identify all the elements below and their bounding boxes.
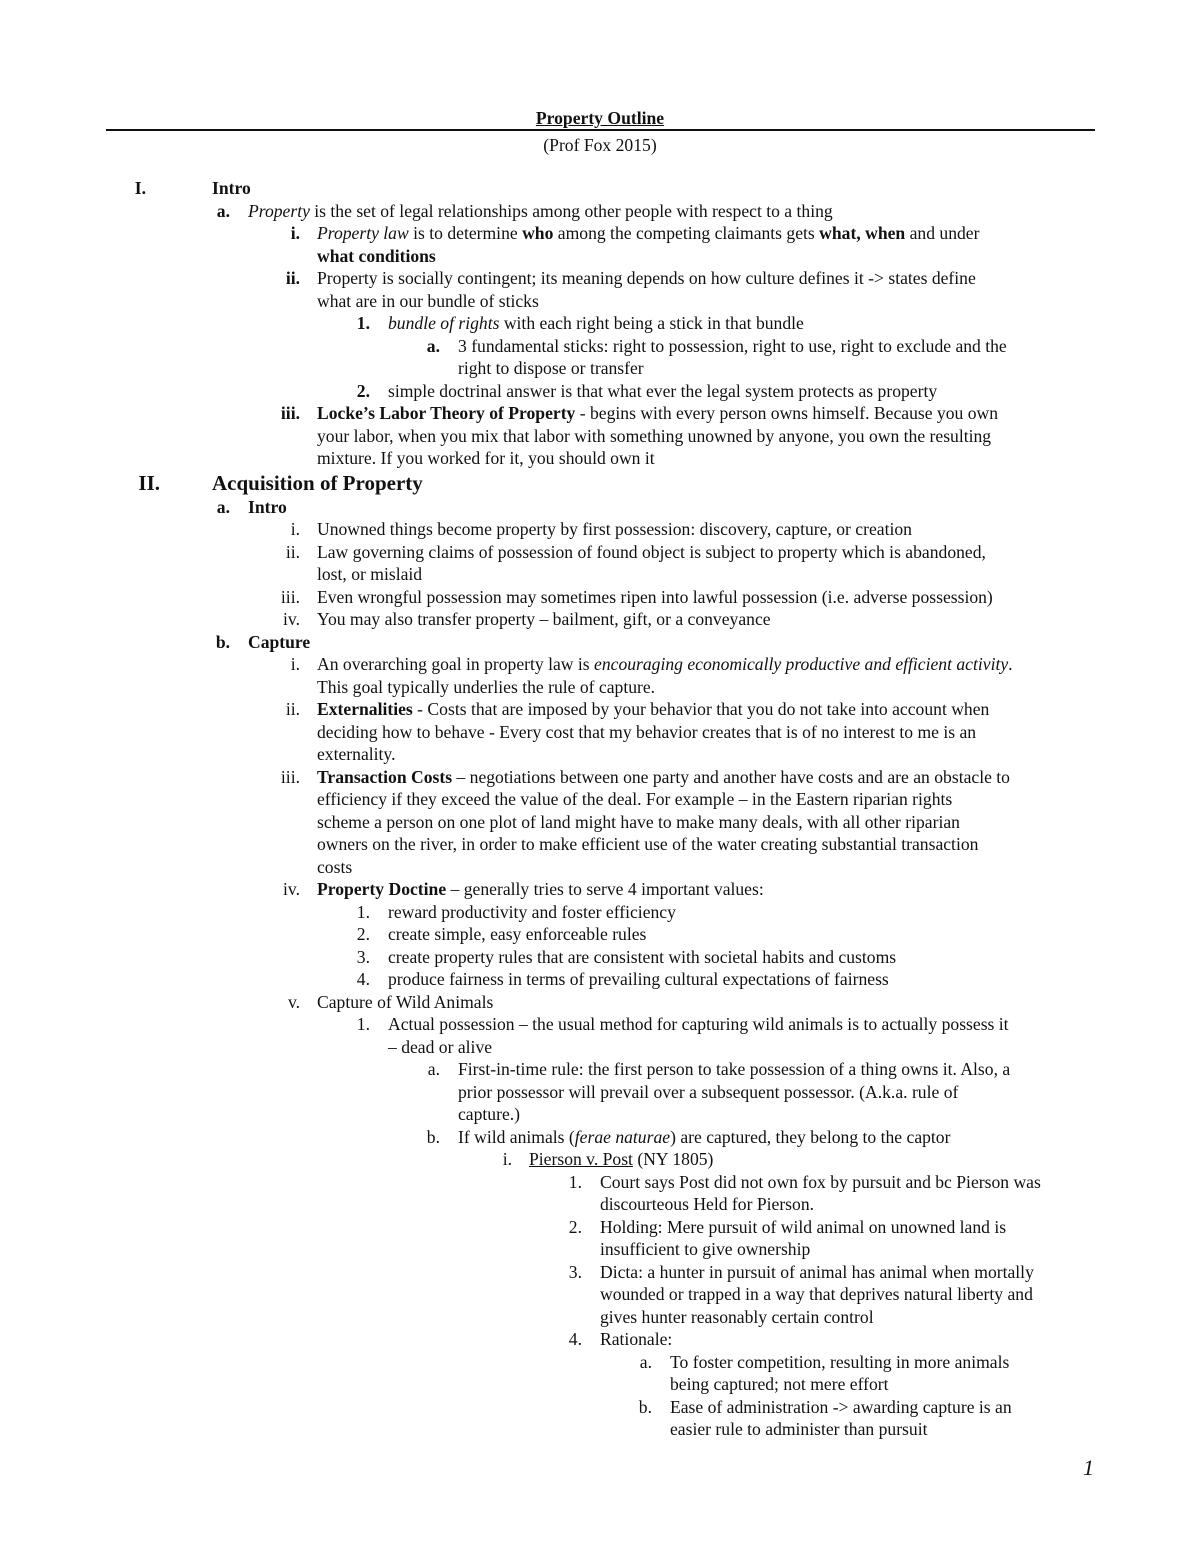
text-run: Ease of administration -> awarding capture is an <box>670 1396 1012 1417</box>
outline-text <box>317 402 998 425</box>
outline-line <box>0 518 1200 541</box>
text-run: - Costs that are imposed by your behavior that you do not take into account when <box>412 699 990 719</box>
document-subtitle: (Prof Fox 2015) <box>543 135 657 155</box>
outline-marker: II. <box>138 470 160 495</box>
outline-text <box>317 608 771 631</box>
outline-marker: iii. <box>280 766 300 787</box>
text-run: An overarching goal in property law is <box>317 654 595 674</box>
outline-text <box>317 222 979 245</box>
text-run: Court says Post did not own fox by pursuit and bc Pierson was <box>600 1171 1041 1192</box>
text-run: discourteous Held for Pierson. <box>600 1194 815 1214</box>
outline-marker: v. <box>287 991 300 1012</box>
outline-line <box>0 676 1200 699</box>
outline-line <box>0 357 1200 380</box>
text-run: This goal typically underlies the rule of capture. <box>317 676 656 697</box>
outline-text <box>458 1103 520 1126</box>
outline-text <box>388 968 889 991</box>
text-run: Law governing claims of possession of found object is subject to property which is abandoned, <box>317 541 986 562</box>
text-run: your labor, when you mix that labor with something unowned by anyone, you own the resulting <box>317 425 992 446</box>
outline-line <box>0 721 1200 744</box>
outline-line <box>0 743 1200 766</box>
outline-line <box>0 766 1200 789</box>
outline-marker: a. <box>216 200 230 221</box>
text-run: Externalities <box>317 699 413 719</box>
outline-text <box>212 470 423 496</box>
text-run: Actual possession – the usual method for capturing wild animals is to actually possess it <box>388 1014 1009 1034</box>
text-run: Property law <box>317 223 409 243</box>
text-run: prior possessor will prevail over a subsequent possessor. (A.k.a. rule of <box>458 1081 959 1102</box>
text-run: – negotiations between one party and another have costs and are an obstacle to <box>452 766 1010 787</box>
outline-marker: I. <box>134 178 146 198</box>
text-run: who <box>522 223 554 243</box>
outline-line <box>0 1396 1200 1419</box>
text-run: is to determine <box>408 223 523 243</box>
outline-line <box>0 402 1200 425</box>
outline-line <box>0 1283 1200 1306</box>
outline-text <box>600 1171 1041 1194</box>
outline-marker: ii. <box>285 268 300 288</box>
outline-text <box>317 518 912 541</box>
text-run: owners on the river, in order to make efficient use of the water creating substantial transaction <box>317 834 979 854</box>
outline-line <box>0 923 1200 946</box>
outline-text <box>600 1261 1034 1284</box>
text-run: - begins with every person owns himself. Because you own <box>575 403 999 423</box>
outline-text <box>458 357 644 380</box>
outline-text <box>600 1238 810 1261</box>
outline-marker: a. <box>427 1059 440 1079</box>
outline-text <box>317 878 764 901</box>
outline-line <box>0 200 1200 223</box>
outline-line <box>0 1171 1200 1194</box>
outline-text <box>670 1351 1009 1374</box>
outline-marker: i. <box>502 1149 512 1169</box>
outline-marker: iv. <box>283 879 300 899</box>
text-run: is the set of legal relationships among other people with respect to a thing <box>309 200 833 221</box>
outline-line <box>0 380 1200 403</box>
outline-line <box>0 563 1200 586</box>
text-run: Property Doctine <box>317 879 447 899</box>
outline-line <box>0 541 1200 564</box>
outline-text <box>317 563 422 586</box>
outline-line <box>0 608 1200 631</box>
outline-marker: a. <box>216 496 230 517</box>
outline-text <box>317 833 978 856</box>
outline-marker: a. <box>639 1351 652 1372</box>
outline-marker: 3. <box>568 1261 582 1282</box>
outline-line <box>0 631 1200 654</box>
text-run: ferae naturae <box>574 1126 671 1147</box>
outline-text <box>388 901 676 924</box>
text-run: Dicta: a hunter in pursuit of animal has animal when mortally <box>600 1261 1034 1282</box>
outline-line <box>0 1216 1200 1239</box>
outline-marker: ii. <box>285 699 300 719</box>
outline-line <box>0 290 1200 313</box>
outline-text <box>670 1373 889 1396</box>
outline-line <box>0 901 1200 924</box>
text-run: Property is socially contingent; its meaning depends on how culture defines it -> states define <box>317 268 976 288</box>
title-rule <box>106 129 1095 131</box>
text-run: with each right being a stick in that bundle <box>499 313 804 333</box>
outline-text <box>317 586 993 609</box>
text-run: Locke’s Labor Theory of Property <box>317 403 576 423</box>
text-run: insufficient to give ownership <box>600 1239 811 1259</box>
text-run: scheme a person on one plot of land might have to make many deals, with all other riparian <box>317 811 960 832</box>
text-run: . <box>1008 654 1013 674</box>
outline-marker: 1. <box>356 313 370 333</box>
text-run: Property <box>248 200 310 221</box>
outline-line <box>0 1328 1200 1351</box>
text-run: externality. <box>317 744 396 764</box>
outline-text <box>317 267 976 290</box>
outline-text <box>317 290 539 313</box>
outline-line <box>0 447 1200 470</box>
text-run: mixture. If you worked for it, you should own it <box>317 448 655 468</box>
text-run: Capture of Wild Animals <box>317 991 494 1012</box>
text-run: wounded or trapped in a way that deprives natural liberty and <box>600 1284 1033 1304</box>
outline-text <box>600 1193 814 1216</box>
text-run: (NY 1805) <box>632 1149 714 1169</box>
text-run: ) are captured, they belong to the captor <box>670 1126 951 1147</box>
outline-text <box>317 698 989 721</box>
text-run: efficiency if they exceed the value of the deal. For example – in the Eastern riparian rights <box>317 789 953 809</box>
outline-text <box>458 1058 1010 1081</box>
outline-line <box>0 698 1200 721</box>
outline-text <box>388 1036 492 1059</box>
outline-text <box>600 1283 1033 1306</box>
outline-marker: 1. <box>356 901 370 922</box>
outline-text <box>388 380 937 403</box>
outline-text <box>317 991 493 1014</box>
outline-text <box>388 923 646 946</box>
outline-text <box>388 312 804 335</box>
outline-text <box>458 335 1007 358</box>
outline-marker: ii. <box>285 541 300 562</box>
outline-text <box>600 1306 874 1329</box>
outline-text <box>317 721 976 744</box>
outline-marker: i. <box>290 654 300 674</box>
outline-text <box>670 1396 1012 1419</box>
outline-text <box>317 766 1010 789</box>
outline-marker: a. <box>426 335 440 356</box>
outline-marker: 3. <box>356 946 370 967</box>
text-run: costs <box>317 856 353 877</box>
text-run: Intro <box>248 496 287 517</box>
outline-line <box>0 1261 1200 1284</box>
text-run: Holding: Mere pursuit of wild animal on unowned land is <box>600 1216 1007 1237</box>
text-run: create simple, easy enforceable rules <box>388 924 647 944</box>
outline-line <box>0 1081 1200 1104</box>
outline-text <box>317 425 991 448</box>
text-run: Rationale: <box>600 1329 673 1349</box>
outline-text <box>317 245 436 268</box>
outline-text <box>317 447 655 470</box>
outline-text <box>317 653 1013 676</box>
outline-line <box>0 811 1200 834</box>
outline-text <box>248 200 833 223</box>
text-run: capture.) <box>458 1104 521 1124</box>
outline-text <box>458 1126 950 1149</box>
outline-text <box>529 1148 713 1171</box>
text-run: – dead or alive <box>388 1036 493 1057</box>
text-run: – generally tries to serve 4 important values: <box>446 879 764 899</box>
outline-line <box>0 1103 1200 1126</box>
outline-line <box>0 1306 1200 1329</box>
outline-marker: 2. <box>568 1216 582 1237</box>
outline-line <box>0 653 1200 676</box>
text-run: Capture <box>248 631 311 652</box>
outline-line <box>0 1351 1200 1374</box>
outline-line <box>0 335 1200 358</box>
outline-text <box>670 1418 927 1441</box>
outline-marker: 2. <box>356 380 370 401</box>
outline-line <box>0 946 1200 969</box>
outline-marker: i. <box>290 223 300 243</box>
outline-line <box>0 245 1200 268</box>
text-run: gives hunter reasonably certain control <box>600 1306 874 1327</box>
outline-line <box>0 1013 1200 1036</box>
outline-marker: i. <box>290 519 300 539</box>
outline-text <box>317 676 655 699</box>
outline-text <box>317 541 986 564</box>
text-run: Pierson v. Post <box>529 1149 633 1169</box>
outline-text <box>212 177 251 200</box>
text-run: create property rules that are consistent with societal habits and customs <box>388 946 897 967</box>
text-run: what, when <box>819 223 906 243</box>
outline-line <box>0 1036 1200 1059</box>
text-run: First-in-time rule: the first person to take possession of a thing owns it. Also, a <box>458 1059 1011 1079</box>
text-run: what conditions <box>317 245 436 266</box>
text-run: being captured; not mere effort <box>670 1374 889 1394</box>
outline-line <box>0 833 1200 856</box>
outline-text <box>317 788 952 811</box>
outline-line <box>0 312 1200 335</box>
text-run: To foster competition, resulting in more animals <box>670 1351 1010 1372</box>
outline-line <box>0 968 1200 991</box>
text-run: Unowned things become property by first possession: discovery, capture, or creation <box>317 519 912 539</box>
text-run: Acquisition of Property <box>212 470 423 495</box>
outline-text <box>248 496 287 519</box>
document-title: Property Outline <box>535 108 665 128</box>
outline-marker: iii. <box>280 403 300 423</box>
text-run: Intro <box>212 178 251 198</box>
text-run: easier rule to administer than pursuit <box>670 1419 928 1439</box>
outline-text <box>388 946 896 969</box>
outline-text <box>600 1328 672 1351</box>
outline-line <box>0 1126 1200 1149</box>
text-run: 3 fundamental sticks: right to possession, right to use, right to exclude and the <box>458 335 1007 356</box>
outline-marker: 2. <box>356 924 370 944</box>
text-run: lost, or mislaid <box>317 564 423 584</box>
text-run: bundle of rights <box>388 313 500 333</box>
outline-line <box>0 1238 1200 1261</box>
outline-line <box>0 1148 1200 1171</box>
outline-text <box>317 811 960 834</box>
text-run: You may also transfer property – bailment, gift, or a conveyance <box>317 609 771 629</box>
outline-line <box>0 177 1200 200</box>
outline-text <box>317 743 395 766</box>
outline-text <box>317 856 352 879</box>
outline-text <box>248 631 310 654</box>
page-number: 1 <box>1083 1455 1094 1480</box>
outline-marker: 4. <box>568 1329 582 1349</box>
outline-marker: 4. <box>356 969 370 989</box>
outline-text <box>600 1216 1006 1239</box>
outline-text <box>458 1081 958 1104</box>
outline-line <box>0 878 1200 901</box>
text-run: Transaction Costs <box>317 766 453 787</box>
text-run: and under <box>905 223 980 243</box>
text-run: right to dispose or transfer <box>458 358 644 378</box>
outline-line <box>0 991 1200 1014</box>
outline-text <box>388 1013 1009 1036</box>
text-run: encouraging economically productive and efficient activity <box>594 654 1009 674</box>
outline-line <box>0 856 1200 879</box>
text-run: deciding how to behave - Every cost that my behavior creates that is of no interest to me is an <box>317 721 977 742</box>
text-run: what are in our bundle of sticks <box>317 290 539 311</box>
outline-line <box>0 470 1200 496</box>
outline-line <box>0 586 1200 609</box>
outline-line <box>0 425 1200 448</box>
text-run: among the competing claimants gets <box>553 223 820 243</box>
outline-marker: iii. <box>280 586 300 607</box>
outline-line <box>0 1418 1200 1441</box>
outline-marker: b. <box>426 1126 440 1147</box>
text-run: Even wrongful possession may sometimes ripen into lawful possession (i.e. adverse possession) <box>317 586 993 607</box>
outline-marker: 1. <box>356 1014 370 1034</box>
outline-line <box>0 267 1200 290</box>
outline-line <box>0 1373 1200 1396</box>
outline-marker: 1. <box>568 1171 582 1192</box>
outline-line <box>0 1193 1200 1216</box>
text-run: simple doctrinal answer is that what ever the legal system protects as property <box>388 380 938 401</box>
outline-marker: b. <box>638 1396 652 1417</box>
text-run: If wild animals ( <box>458 1126 575 1147</box>
outline-line <box>0 788 1200 811</box>
outline-body <box>0 177 1200 1441</box>
outline-marker: iv. <box>283 609 300 629</box>
outline-line <box>0 222 1200 245</box>
outline-line <box>0 1058 1200 1081</box>
outline-marker: b. <box>215 631 230 652</box>
text-run: reward productivity and foster efficiency <box>388 901 676 922</box>
outline-line <box>0 496 1200 519</box>
text-run: produce fairness in terms of prevailing cultural expectations of fairness <box>388 969 889 989</box>
